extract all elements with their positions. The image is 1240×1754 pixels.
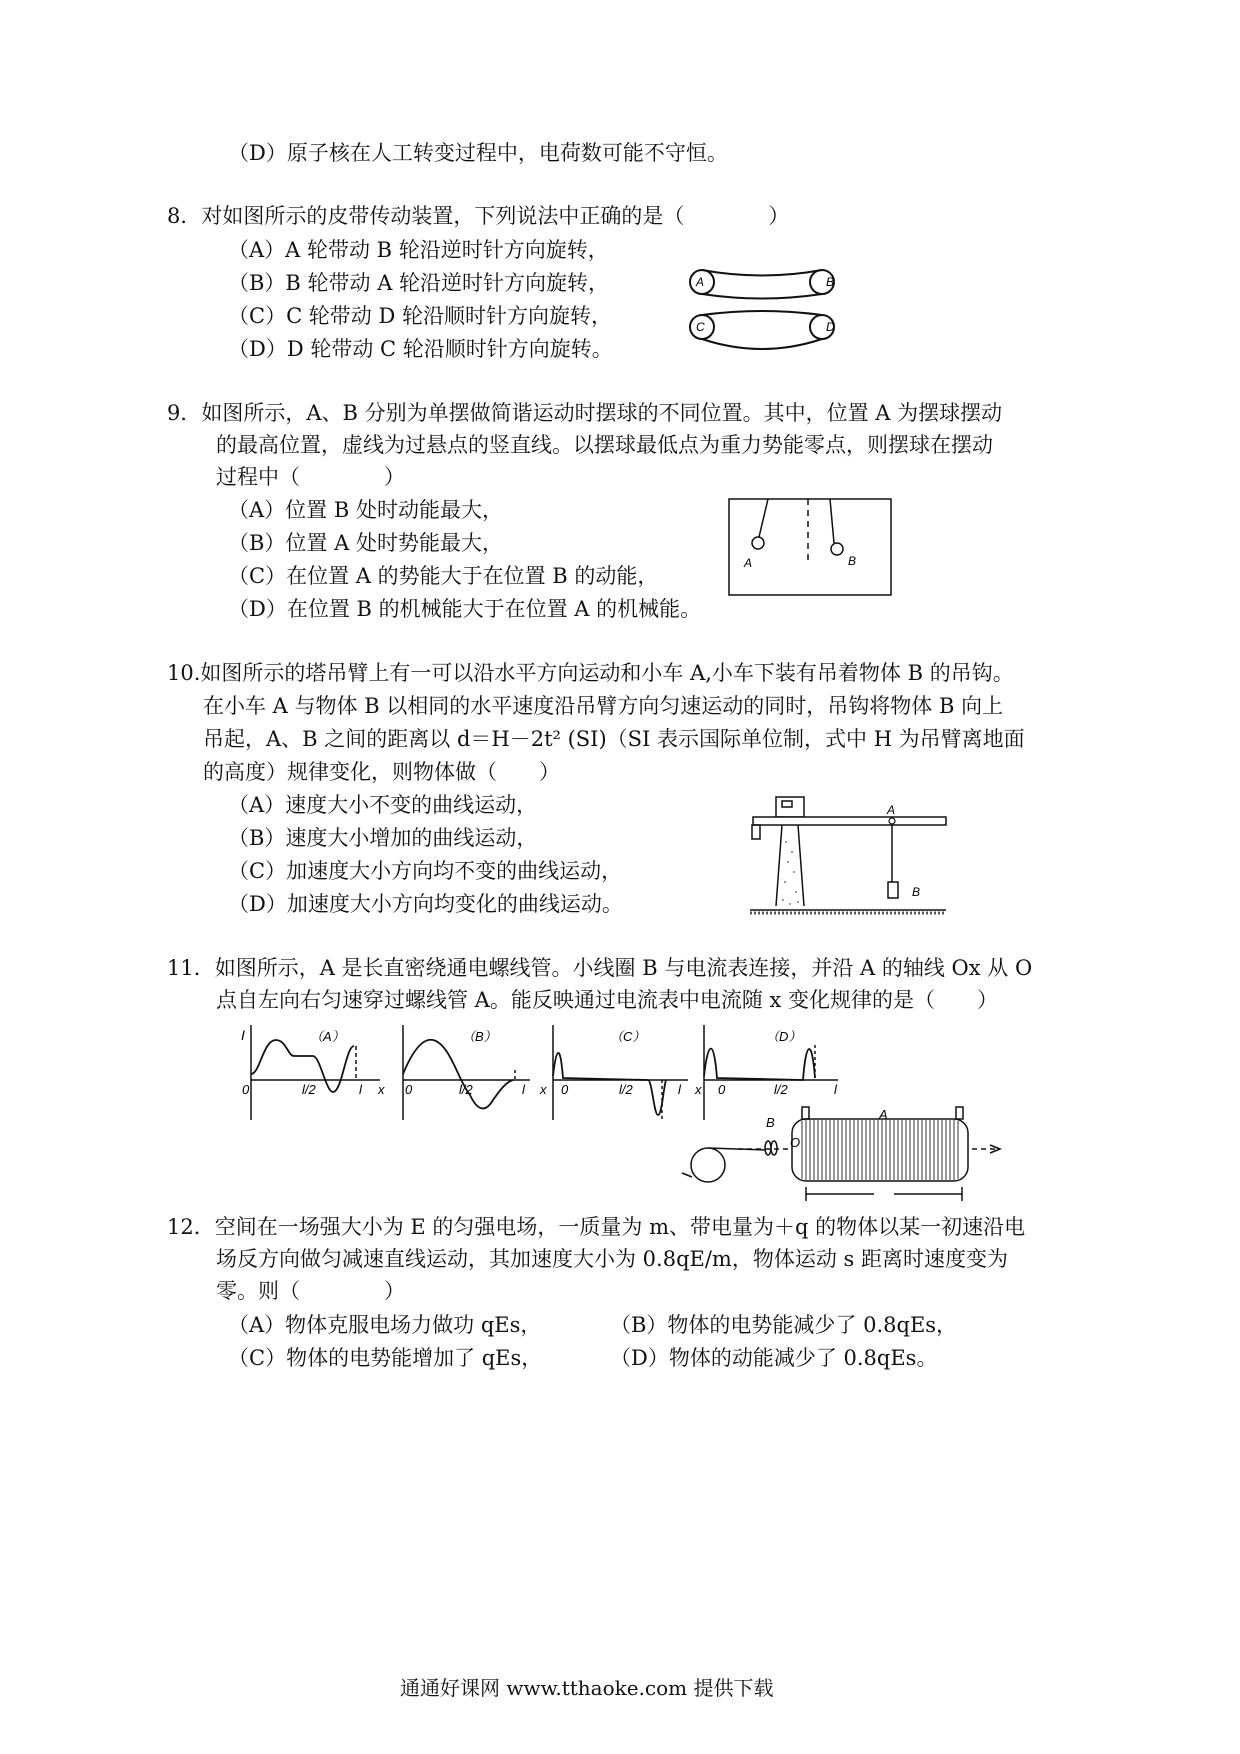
q12-option-d: （D）物体的动能减少了 0.8qEs。 bbox=[610, 1346, 938, 1370]
string-a bbox=[759, 499, 768, 537]
belt-lower-top bbox=[702, 311, 822, 315]
origin-label: 0 bbox=[242, 1082, 250, 1097]
q10-stem-line4: 的高度）规律变化，则物体做（ ） bbox=[203, 760, 560, 784]
half-label: l/2 bbox=[774, 1082, 788, 1097]
q8-option-c: （C）C 轮带动 D 轮沿顺时针方向旋转， bbox=[228, 304, 612, 328]
label-a: A bbox=[744, 556, 753, 570]
axis-i-label: I bbox=[241, 1027, 245, 1043]
origin-label: 0 bbox=[405, 1082, 413, 1097]
belt-drive-figure bbox=[682, 255, 852, 365]
tower bbox=[776, 825, 804, 906]
graph-b-title: （B） bbox=[462, 1029, 497, 1044]
ammeter-wire bbox=[682, 1173, 692, 1177]
q9-option-b: （B）位置 A 处时势能最大， bbox=[228, 531, 503, 555]
label-a: A bbox=[887, 803, 896, 817]
q9-option-a: （A）位置 B 处时动能最大， bbox=[228, 498, 503, 522]
crane-jib bbox=[753, 817, 946, 825]
axis-x-label: x bbox=[695, 1082, 702, 1097]
label-c: C bbox=[696, 320, 705, 334]
q7-option-d: （D）原子核在人工转变过程中，电荷数可能不守恒。 bbox=[228, 141, 728, 165]
q12-stem-line2: 场反方向做匀减速直线运动，其加速度大小为 0.8qE/m，物体运动 s 距离时速度变为 bbox=[216, 1247, 1008, 1271]
origin-label: 0 bbox=[718, 1082, 726, 1097]
origin-label: 0 bbox=[561, 1082, 569, 1097]
q9-option-c: （C）在位置 A 的势能大于在位置 B 的动能， bbox=[228, 564, 659, 588]
q9-stem-line1: 9．如图所示，A、B 分别为单摆做简谐运动时摆球的不同位置。其中，位置 A 为摆球摆动 bbox=[167, 401, 1003, 425]
q10-option-c: （C）加速度大小方向均不变的曲线运动， bbox=[228, 859, 623, 883]
half-label: l/2 bbox=[619, 1082, 633, 1097]
solenoid-figure bbox=[678, 1105, 1013, 1205]
q10-option-a: （A）速度大小不变的曲线运动， bbox=[228, 793, 538, 817]
q11-stem-line1: 11．如图所示，A 是长直密绕通电螺线管。小线圈 B 与电流表连接，并沿 A 的轴线 Ox 从 O bbox=[167, 956, 1033, 980]
q10-stem-line2: 在小车 A 与物体 B 以相同的水平速度沿吊臂方向匀速运动的同时，吊钩将物体 B 向上 bbox=[203, 694, 1004, 718]
load-b bbox=[888, 882, 898, 898]
coil-b-ring bbox=[771, 1141, 777, 1155]
q8-option-b: （B）B 轮带动 A 轮沿逆时针方向旋转， bbox=[228, 271, 610, 295]
q12-stem-line1: 12．空间在一场强大小为 E 的匀强电场，一质量为 m、带电量为＋q 的物体以某一初速沿电 bbox=[167, 1215, 1026, 1239]
tower-hatching bbox=[782, 841, 799, 905]
label-d: D bbox=[826, 320, 835, 334]
q10-stem-line3: 吊起，A、B 之间的距离以 d＝H－2t² (SI)（SI 表示国际单位制，式中 H 为吊臂离地面 bbox=[203, 727, 1025, 751]
bob-a bbox=[752, 537, 764, 549]
terminal-right bbox=[956, 1107, 963, 1119]
label-a: A bbox=[879, 1107, 888, 1122]
end-label: l bbox=[678, 1082, 681, 1097]
q11-stem-line2: 点自左向右匀速穿过螺线管 A。能反映通过电流表中电流随 x 变化规律的是（ ） bbox=[216, 988, 999, 1012]
belt-lower-bottom bbox=[702, 339, 822, 349]
graph-a-title: （A） bbox=[310, 1029, 345, 1044]
axis-x-label: x bbox=[378, 1082, 385, 1097]
label-b: B bbox=[766, 1115, 775, 1130]
ammeter-icon bbox=[691, 1148, 725, 1182]
belt-upper-bottom bbox=[702, 294, 822, 299]
label-b: B bbox=[912, 885, 921, 899]
string-b bbox=[830, 499, 834, 543]
q9-stem-line2: 的最高位置，虚线为过悬点的竖直线。以摆球最低点为重力势能零点，则摆球在摆动 bbox=[216, 433, 993, 457]
terminal-left bbox=[802, 1107, 809, 1119]
half-label: l/2 bbox=[302, 1082, 316, 1097]
q12-stem-line3: 零。则（ ） bbox=[216, 1279, 405, 1303]
q12-option-a: （A）物体克服电场力做功 qEs， bbox=[228, 1313, 542, 1337]
label-b: B bbox=[826, 275, 835, 289]
trolley-a bbox=[889, 818, 895, 824]
graph-c-title: （C） bbox=[610, 1029, 646, 1044]
q12-option-c: （C）物体的电势能增加了 qEs， bbox=[228, 1346, 543, 1370]
q8-option-a: （A）A 轮带动 B 轮沿逆时针方向旋转， bbox=[228, 238, 609, 262]
q9-option-d: （D）在位置 B 的机械能大于在位置 A 的机械能。 bbox=[228, 597, 702, 621]
q9-stem-line3: 过程中（ ） bbox=[216, 465, 405, 489]
axis-x-label: x bbox=[540, 1082, 547, 1097]
counterweight bbox=[752, 825, 760, 839]
label-b: B bbox=[848, 554, 857, 568]
end-label: l bbox=[522, 1082, 525, 1097]
q10-option-d: （D）加速度大小方向均变化的曲线运动。 bbox=[228, 892, 623, 916]
graph-d-title: （D） bbox=[766, 1029, 802, 1044]
q10-stem-line1: 10.如图所示的塔吊臂上有一可以沿水平方向运动和小车 A,小车下装有吊着物体 B 的吊钩。 bbox=[167, 661, 1014, 685]
crane-figure bbox=[748, 792, 948, 918]
label-o: O bbox=[790, 1135, 801, 1150]
bob-b bbox=[831, 543, 843, 555]
q8-option-d: （D）D 轮带动 C 轮沿顺时针方向旋转。 bbox=[228, 337, 613, 361]
q8-stem: 8．对如图所示的皮带传动装置，下列说法中正确的是（ ） bbox=[167, 204, 790, 228]
footer-source: 通通好课网 www.tthaoke.com 提供下载 bbox=[400, 1676, 774, 1700]
half-label: l/2 bbox=[459, 1082, 473, 1097]
q10-option-b: （B）速度大小增加的曲线运动， bbox=[228, 826, 538, 850]
label-a: A bbox=[696, 275, 705, 289]
end-label: l bbox=[834, 1082, 837, 1097]
pendulum-figure bbox=[728, 498, 893, 598]
end-label: l bbox=[359, 1082, 362, 1097]
coil-b bbox=[765, 1141, 771, 1155]
q12-option-b: （B）物体的电势能减少了 0.8qEs， bbox=[610, 1313, 958, 1337]
belt-upper-top bbox=[702, 270, 822, 276]
